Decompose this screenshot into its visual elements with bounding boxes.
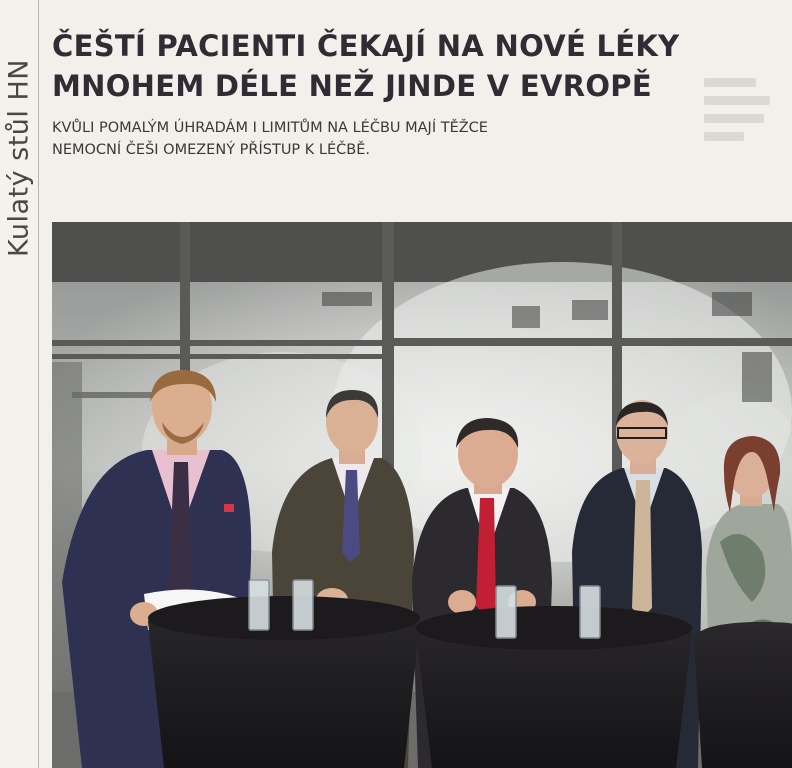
headline-line-1: ČEŠTÍ PACIENTI ČEKAJÍ NA NOVÉ LÉKY [52,29,680,63]
headline-line-2: MNOHEM DÉLE NEŽ JINDE V EVROPĚ [52,69,652,103]
standfirst [52,117,572,161]
show-through-text [704,78,776,150]
standfirst-line-1: KVŮLI POMALÝM ÚHRADÁM I LIMITŮM NA LÉČBU MAJÍ TĚŽCE [52,120,488,136]
headline [52,26,692,106]
section-rail [0,0,39,768]
standfirst-line-2: NEMOCNÍ ČEŠI OMEZENÝ PŘÍSTUP K LÉČBĚ. [52,142,370,158]
group-photo [52,222,792,768]
photo-illustration [52,222,792,768]
section-label: Kulatý stůl HN [3,58,35,258]
